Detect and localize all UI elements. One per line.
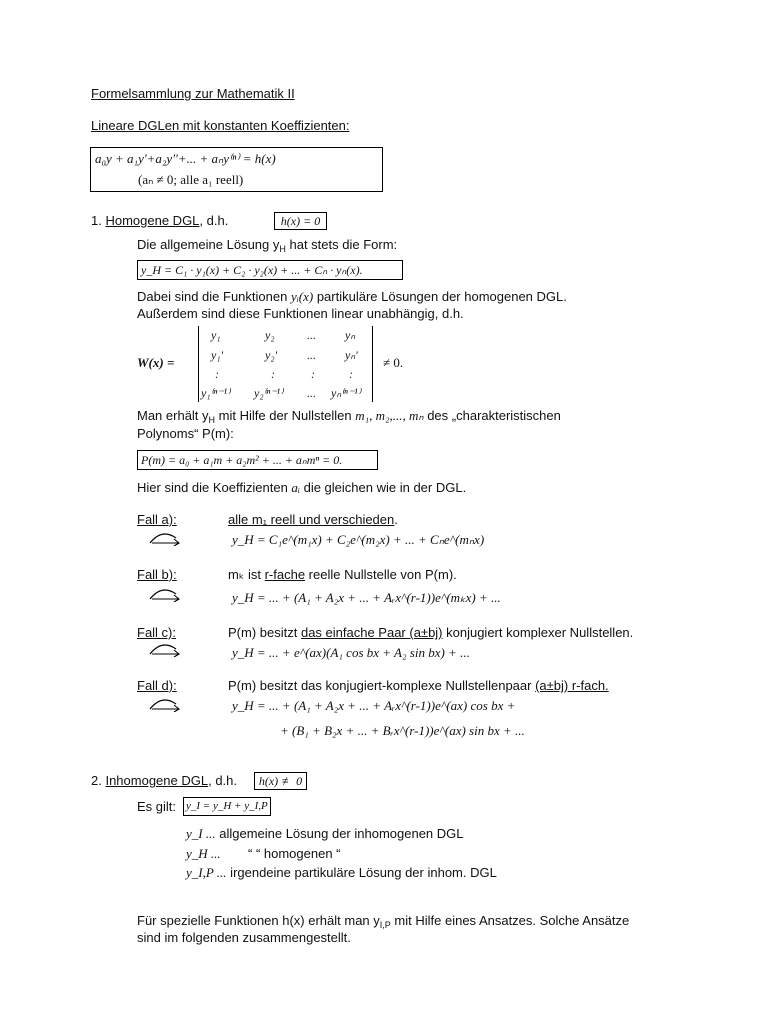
text5b: die gleichen wie in der DGL. bbox=[299, 480, 467, 495]
section1-text5 bbox=[137, 480, 466, 496]
case-d-desc-underlined: (a±bj) r-fach. bbox=[535, 678, 609, 693]
text3a: Man erhält y bbox=[137, 408, 209, 423]
case-c-desc-underlined: das einfache Paar (a±bj) bbox=[300, 625, 443, 640]
section2-number: 2. bbox=[91, 773, 102, 788]
w-r0-c1: y₂ bbox=[265, 328, 275, 342]
case-a-label: Fall a): bbox=[137, 512, 177, 527]
section1-suffix: , d.h. bbox=[199, 213, 229, 228]
w-r0-c3: yₙ bbox=[345, 328, 356, 342]
case-b-desc bbox=[228, 567, 457, 583]
section-subtitle: Lineare DGLen mit konstanten Koeffizienten: bbox=[91, 118, 350, 133]
case-a-formula: y_H = C₁e^(m₁x) + C₂e^(m₂x) + ... + Cₙe^(mₙx) bbox=[232, 532, 485, 547]
case-b-label: Fall b): bbox=[137, 567, 177, 582]
intro-text: Die allgemeine Lösung y bbox=[137, 237, 280, 252]
w-r1-c1: y₂' bbox=[265, 348, 278, 362]
main-formula-line1: a₀y + a₁y'+a₂y''+... + aₙy⁽ⁿ⁾ = h(x) bbox=[95, 151, 276, 166]
text5a: Hier sind die Koeffizienten bbox=[137, 480, 292, 495]
final1b: mit Hilfe eines Ansatzes. Solche Ansätze bbox=[390, 913, 630, 928]
text3-math: m₁, m₂,..., mₙ bbox=[355, 408, 424, 423]
text3c: des „charakteristischen bbox=[423, 408, 561, 423]
curved-arrow-icon bbox=[148, 696, 182, 712]
section1-heading bbox=[91, 213, 228, 228]
legend-text: allgemeine Lösung der inhomogenen DGL bbox=[215, 826, 464, 841]
legend-row bbox=[186, 846, 341, 862]
section1-intro bbox=[137, 237, 397, 254]
case-c-label: Fall c): bbox=[137, 625, 176, 640]
case-b-formula: y_H = ... + (A₁ + A₂x + ... + Aᵣx^(r-1))e^(mₖx) + ... bbox=[232, 590, 501, 605]
wronski-label: W(x) = bbox=[137, 355, 175, 370]
det-bar-left bbox=[198, 326, 199, 402]
w-r1-c3: yₙ' bbox=[345, 348, 358, 362]
final-text-line1 bbox=[137, 913, 629, 930]
case-d-desc bbox=[228, 678, 609, 693]
w-r0-c2: ... bbox=[307, 328, 316, 342]
section2-title: Inhomogene DGL bbox=[105, 773, 209, 788]
legend-sym: y_I,P ... bbox=[186, 865, 227, 880]
section2-suffix: , d.h. bbox=[208, 773, 238, 788]
legend-row bbox=[186, 865, 497, 881]
case-c-desc-after: konjugiert komplexer Nullstellen. bbox=[442, 625, 634, 640]
w-r3-c1: y₂⁽ⁿ⁻¹⁾ bbox=[254, 386, 284, 400]
es-gilt-label: Es gilt: bbox=[137, 799, 177, 814]
page-title: Formelsammlung zur Mathematik II bbox=[91, 86, 295, 101]
case-d-label: Fall d): bbox=[137, 678, 177, 693]
case-a-desc bbox=[228, 512, 398, 527]
case-d-formula-1: y_H = ... + (A₁ + A₂x + ... + Aᵣx^(r-1))e^(ax) cos bx + bbox=[232, 698, 516, 713]
text3-sub: H bbox=[208, 415, 216, 425]
w-r0-c0: y₁ bbox=[211, 328, 221, 342]
w-r2-c1: : bbox=[271, 367, 275, 381]
text3b: mit Hilfe der Nullstellen bbox=[215, 408, 356, 423]
section1-condition: h(x) = 0 bbox=[274, 212, 327, 230]
inhomogeneous-relation: y_I = y_H + y_I,P bbox=[183, 797, 271, 816]
section1-text2: Außerdem sind diese Funktionen linear unabhängig, d.h. bbox=[137, 306, 464, 321]
intro-end: hat stets die Form: bbox=[285, 237, 398, 252]
general-solution-formula: y_H = C₁ · y₁(x) + C₂ · y₂(x) + ... + Cₙ · yₙ(x). bbox=[137, 260, 403, 280]
legend-sym: y_H ... bbox=[186, 846, 221, 861]
section1-text1 bbox=[137, 289, 567, 305]
w-r1-c0: y₁' bbox=[211, 348, 224, 362]
section2-condition: h(x) ≢ 0 bbox=[254, 772, 307, 790]
case-b-desc-underlined: r-fache bbox=[264, 567, 306, 582]
w-r3-c0: y₁⁽ⁿ⁻¹⁾ bbox=[201, 386, 231, 400]
case-a-desc-underlined: alle m₁ reell und verschieden bbox=[228, 512, 395, 527]
section1-title: Homogene DGL bbox=[105, 213, 200, 228]
wronski-tail: ≠ 0. bbox=[383, 355, 404, 370]
text1-math: yᵢ(x) bbox=[290, 289, 314, 304]
final1-sub: I,P bbox=[379, 920, 391, 930]
w-r3-c3: yₙ⁽ⁿ⁻¹⁾ bbox=[331, 386, 361, 400]
text1a: Dabei sind die Funktionen bbox=[137, 289, 291, 304]
case-a-desc-after: . bbox=[394, 512, 398, 527]
text1b: partikuläre Lösungen der homogenen DGL. bbox=[313, 289, 567, 304]
intro-sub: H bbox=[279, 244, 286, 254]
curved-arrow-icon bbox=[148, 530, 182, 546]
text5-math: aᵢ bbox=[291, 480, 300, 495]
legend-row bbox=[186, 826, 464, 842]
curved-arrow-icon bbox=[148, 641, 182, 657]
main-formula-line2: (aₙ ≠ 0; alle a₁ reell) bbox=[138, 172, 244, 187]
w-r3-c2: ... bbox=[307, 386, 316, 400]
case-c-formula: y_H = ... + e^(ax)(A₁ cos bx + A₂ sin bx) + ... bbox=[232, 645, 470, 660]
legend-sym: y_I ... bbox=[186, 826, 216, 841]
case-d-desc-plain: P(m) besitzt das konjugiert-komplexe Nullstellenpaar bbox=[228, 678, 536, 693]
char-polynomial-formula: P(m) = a₀ + a₁m + a₂m² + ... + aₙmⁿ = 0. bbox=[137, 450, 378, 470]
section1-text4: Polynoms“ P(m): bbox=[137, 426, 234, 441]
w-r2-c0: : bbox=[215, 367, 219, 381]
legend-text: irgendeine partikuläre Lösung der inhom. DGL bbox=[226, 865, 497, 880]
section2-heading bbox=[91, 773, 237, 788]
final1a: Für spezielle Funktionen h(x) erhält man y bbox=[137, 913, 380, 928]
w-r2-c2: : bbox=[311, 367, 315, 381]
section1-text3 bbox=[137, 408, 561, 425]
final-text-line2: sind im folgenden zusammengestellt. bbox=[137, 930, 351, 945]
det-bar-right bbox=[372, 326, 373, 402]
case-c-desc bbox=[228, 625, 633, 640]
w-r2-c3: : bbox=[349, 367, 353, 381]
section1-number: 1. bbox=[91, 213, 102, 228]
curved-arrow-icon bbox=[148, 586, 182, 602]
case-c-desc-plain: P(m) besitzt bbox=[228, 625, 301, 640]
w-r1-c2: ... bbox=[307, 348, 316, 362]
case-d-formula-2: + (B₁ + B₂x + ... + Bᵣx^(r-1))e^(ax) sin bx + ... bbox=[280, 723, 525, 738]
main-formula-box bbox=[90, 147, 383, 192]
case-b-desc-after: reelle Nullstelle von P(m). bbox=[305, 567, 457, 582]
case-b-desc-plain: mₖ ist bbox=[228, 567, 265, 582]
legend-text: “ “ homogenen “ bbox=[248, 846, 341, 861]
